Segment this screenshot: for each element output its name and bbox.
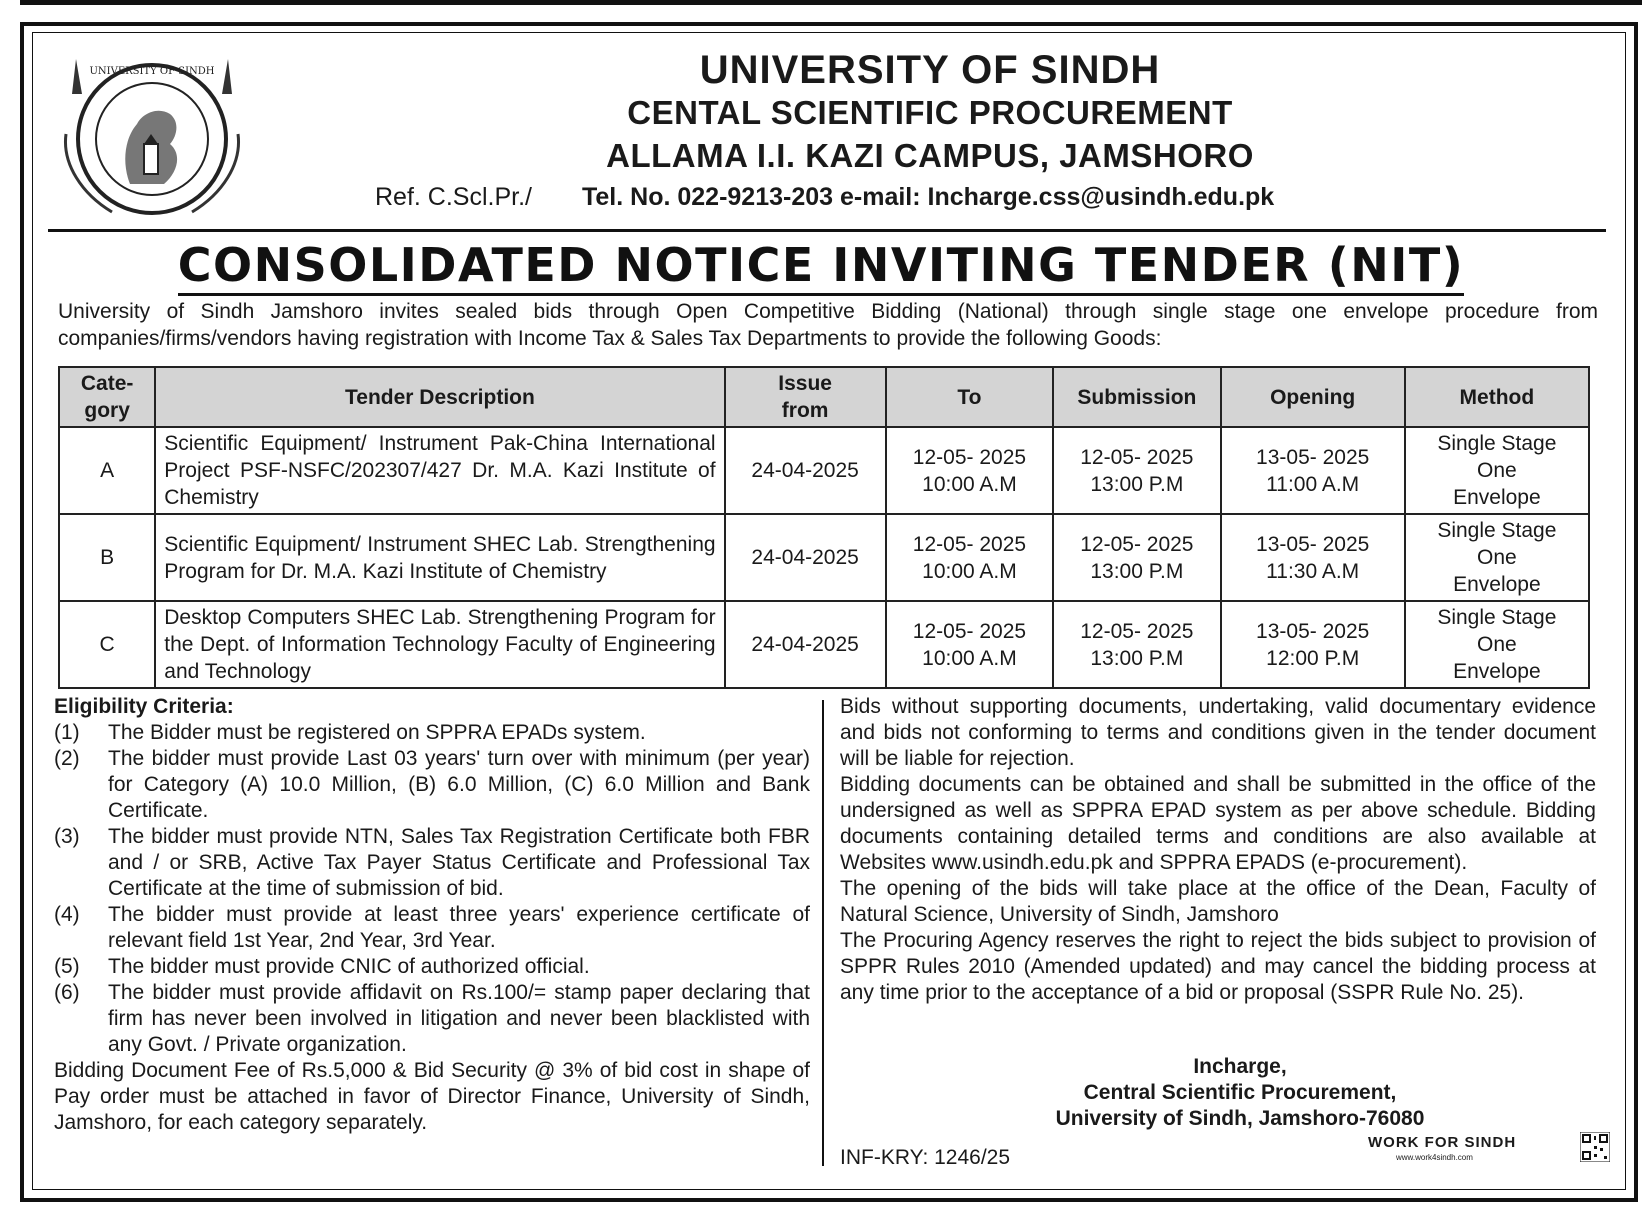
terms-paragraph: The Procuring Agency reserves the right to reject the bids subject to provision of SPPR Rules 2010 (Amended updated) and may cancel the bidding process at any time prior to the acceptance of a bid or proposal (SSPR Rule No. 25). — [840, 929, 1596, 1004]
header-to: To — [886, 367, 1053, 427]
contact-info: Tel. No. 022-9213-203 e-mail: Incharge.css@usindh.edu.pk — [581, 183, 1275, 211]
header-category: Cate- gory — [59, 367, 155, 427]
seal-text: UNIVERSITY OF SINDH — [89, 66, 215, 77]
criteria-item — [54, 980, 810, 1058]
cell-category: A — [59, 427, 155, 514]
column-divider — [822, 700, 824, 1166]
cell-issue: 24-04-2025 — [725, 514, 886, 601]
cell-description: Scientific Equipment/ Instrument SHEC Lab. Strengthening Program for Dr. M.A. Kazi Institute of Chemistry — [155, 514, 724, 601]
top-rule — [20, 0, 1642, 5]
cell-submission: 12-05- 2025 13:00 P.M — [1053, 514, 1220, 601]
criteria-item — [54, 902, 810, 954]
intro-paragraph: University of Sindh Jamshoro invites sealed bids through Open Competitive Bidding (National) through single stage one envelope procedure from companies/firms/vendors having registration with Income Tax & Sales Tax Departments to provide the following Goods: — [58, 300, 1598, 350]
cell-description: Scientific Equipment/ Instrument Pak-China International Project PSF-NSFC/202307/427 Dr. M.A. Kazi Institute of Chemistry — [155, 427, 724, 514]
campus-name: ALLAMA I.I. KAZI CAMPUS, JAMSHORO — [606, 137, 1254, 174]
cell-to: 12-05- 2025 10:00 A.M — [886, 427, 1053, 514]
signature-block — [990, 1054, 1490, 1132]
criteria-number: (3) — [54, 825, 80, 848]
criteria-number: (1) — [54, 721, 80, 744]
signatory-office: Central Scientific Procurement, — [1083, 1081, 1397, 1104]
tender-table — [58, 366, 1590, 689]
criteria-text: The bidder must provide NTN, Sales Tax Registration Certificate both FBR and / or SRB, Active Tax Payer Status Certificate and Professional Tax Certificate at the time of submission of bid. — [108, 825, 810, 900]
criteria-number: (5) — [54, 955, 80, 978]
terms-paragraph: Bids without supporting documents, undertaking, valid documentary evidence and bids not conforming to terms and conditions given in the tender document will be liable for rejection. — [840, 695, 1596, 770]
university-name: UNIVERSITY OF SINDH — [699, 48, 1161, 92]
header-issue: Issue from — [725, 367, 886, 427]
cell-description: Desktop Computers SHEC Lab. Strengthening Program for the Dept. of Information Technology Faculty of Engineering and Technology — [155, 601, 724, 688]
cell-method: Single Stage One Envelope — [1405, 601, 1589, 688]
criteria-item — [54, 824, 810, 902]
signatory-title: Incharge, — [1193, 1055, 1287, 1078]
cell-method: Single Stage One Envelope — [1405, 514, 1589, 601]
notice-title-text: CONSOLIDATED NOTICE INVITING TENDER (NIT) — [178, 238, 1465, 296]
header-description: Tender Description — [155, 367, 724, 427]
criteria-item — [54, 746, 810, 824]
table-row — [59, 514, 1589, 601]
terms-paragraph: The opening of the bids will take place at the office of the Dean, Faculty of Natural Science, University of Sindh, Jamshoro — [840, 877, 1596, 926]
work-for-sindh-badge — [1362, 1132, 1612, 1168]
cell-opening: 13-05- 2025 11:30 A.M — [1221, 514, 1405, 601]
university-seal-logo — [52, 44, 252, 219]
table-header-row — [59, 367, 1589, 427]
department-name: CENTAL SCIENTIFIC PROCUREMENT — [627, 94, 1233, 131]
notice-title — [0, 238, 1642, 292]
criteria-text: The bidder must provide Last 03 years' turn over with minimum (per year) for Category (A) 10.0 Million, (B) 6.0 Million, (C) 6.0 Million and Bank Certificate. — [108, 747, 810, 822]
criteria-text: The bidder must provide at least three years' experience certificate of relevant field 1st Year, 2nd Year, 3rd Year. — [108, 903, 810, 952]
criteria-item — [54, 720, 810, 746]
cell-issue: 24-04-2025 — [725, 427, 886, 514]
cell-category: C — [59, 601, 155, 688]
terms-paragraph: Bidding documents can be obtained and shall be submitted in the office of the undersigned as well as SPPRA EPAD system as per above schedule. Bidding documents containing detailed terms and conditions are also available at Websites www.usindh.edu.pk and SPPRA EPADS (e-procurement). — [840, 773, 1596, 874]
inf-reference: INF-KRY: 1246/25 — [840, 1146, 1011, 1169]
bid-fee-paragraph: Bidding Document Fee of Rs.5,000 & Bid Security @ 3% of bid cost in shape of Pay order must be attached in favor of Director Finance, University of Sindh, Jamshoro, for each category separately. — [54, 1059, 810, 1134]
badge-url: www.work4sindh.com — [1396, 1153, 1473, 1162]
criteria-number: (6) — [54, 981, 80, 1004]
header-opening: Opening — [1221, 367, 1405, 427]
table-row — [59, 427, 1589, 514]
criteria-number: (2) — [54, 747, 80, 770]
cell-to: 12-05- 2025 10:00 A.M — [886, 514, 1053, 601]
header-rule — [48, 229, 1606, 232]
cell-submission: 12-05- 2025 13:00 P.M — [1053, 601, 1220, 688]
cell-issue: 24-04-2025 — [725, 601, 886, 688]
criteria-number: (4) — [54, 903, 80, 926]
header-method: Method — [1405, 367, 1589, 427]
badge-text: WORK FOR SINDH — [1368, 1134, 1517, 1151]
qr-code-icon — [1580, 1132, 1610, 1162]
reference-line — [375, 183, 1274, 212]
header-submission: Submission — [1053, 367, 1220, 427]
signatory-address: University of Sindh, Jamshoro-76080 — [1055, 1107, 1425, 1130]
cell-method: Single Stage One Envelope — [1405, 427, 1589, 514]
cell-submission: 12-05- 2025 13:00 P.M — [1053, 427, 1220, 514]
criteria-text: The Bidder must be registered on SPPRA EPADs system. — [108, 721, 646, 744]
terms-section — [840, 694, 1596, 1006]
eligibility-section — [54, 694, 810, 1136]
eligibility-heading: Eligibility Criteria: — [54, 695, 234, 718]
cell-category: B — [59, 514, 155, 601]
criteria-item — [54, 954, 810, 980]
criteria-text: The bidder must provide CNIC of authorized official. — [108, 955, 590, 978]
criteria-text: The bidder must provide affidavit on Rs.100/= stamp paper declaring that firm has never been involved in litigation and never been blacklisted with any Govt. / Private organization. — [108, 981, 810, 1056]
cell-to: 12-05- 2025 10:00 A.M — [886, 601, 1053, 688]
cell-opening: 13-05- 2025 12:00 P.M — [1221, 601, 1405, 688]
table-row — [59, 601, 1589, 688]
cell-opening: 13-05- 2025 11:00 A.M — [1221, 427, 1405, 514]
reference-number: Ref. C.Scl.Pr./ — [375, 183, 532, 211]
